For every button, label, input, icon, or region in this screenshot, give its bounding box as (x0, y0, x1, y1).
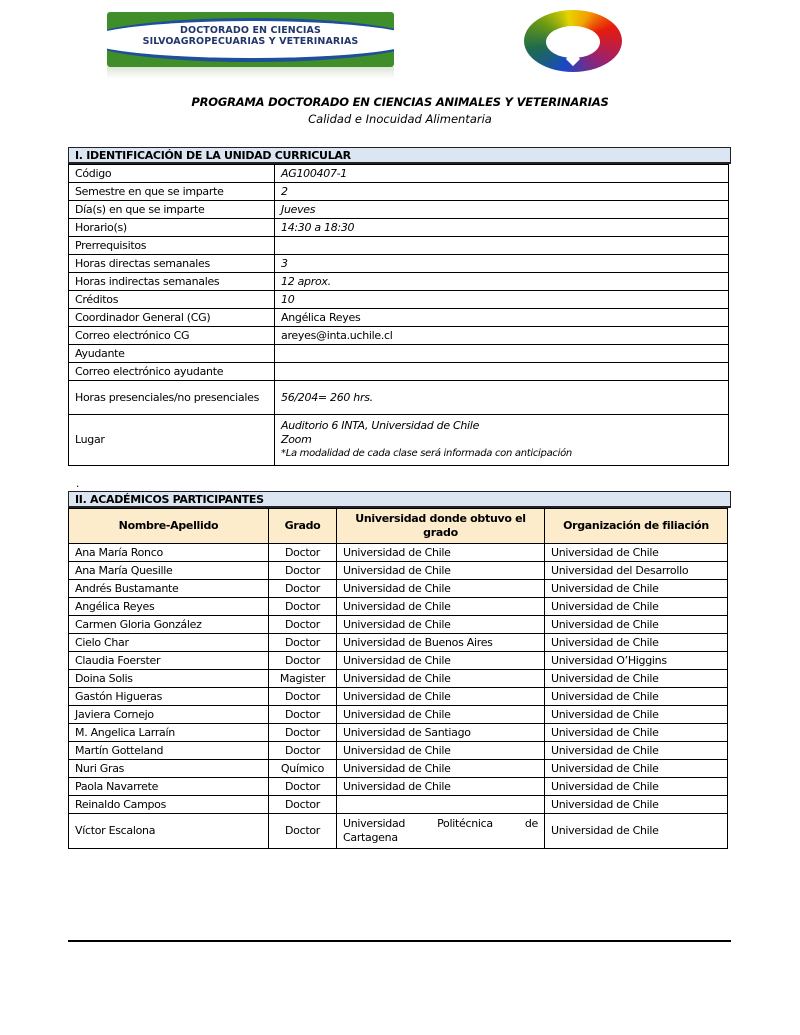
table-row (69, 183, 729, 201)
field-value: Angélica Reyes (275, 309, 729, 327)
cell-name: Ana María Ronco (69, 544, 269, 562)
logo-text (107, 25, 394, 47)
table-row (69, 706, 728, 724)
table-row (69, 688, 728, 706)
table-row (69, 544, 728, 562)
cell-grado: Doctor (269, 742, 337, 760)
table-row (69, 616, 728, 634)
field-label: Correo electrónico CG (69, 327, 275, 345)
cell-organizacion: Universidad de Chile (545, 706, 728, 724)
field-value: 2 (275, 183, 729, 201)
table-row (69, 778, 728, 796)
table-row (69, 309, 729, 327)
table-row (69, 219, 729, 237)
cell-universidad: Universidad de Chile (337, 562, 545, 580)
cell-organizacion: Universidad de Chile (545, 580, 728, 598)
cell-grado: Doctor (269, 814, 337, 849)
field-label: Lugar (69, 415, 275, 466)
program-title: PROGRAMA DOCTORADO EN CIENCIAS ANIMALES Y VETERINARIAS (191, 95, 609, 109)
table-row (69, 670, 728, 688)
cell-organizacion: Universidad de Chile (545, 814, 728, 849)
field-label: Horas directas semanales (69, 255, 275, 273)
email-value: areyes@inta.uchile.cl (275, 327, 729, 345)
field-label: Horario(s) (69, 219, 275, 237)
field-label: Horas indirectas semanales (69, 273, 275, 291)
column-header-name: Nombre-Apellido (69, 509, 269, 544)
column-header-universidad: Universidad donde obtuvo el grado (337, 509, 545, 544)
cell-universidad: Universidad de Chile (337, 670, 545, 688)
table-row (69, 237, 729, 255)
table-row (69, 724, 728, 742)
cell-universidad: Universidad de Chile (337, 616, 545, 634)
field-value (275, 363, 729, 381)
cell-universidad: Universidad de Chile (337, 652, 545, 670)
cell-universidad: Universidad de Chile (337, 760, 545, 778)
cell-organizacion: Universidad de Chile (545, 778, 728, 796)
field-label: Correo electrónico ayudante (69, 363, 275, 381)
cell-organizacion: Universidad de Chile (545, 598, 728, 616)
doctorado-logo (107, 12, 394, 67)
table-row (69, 201, 729, 219)
cell-grado: Doctor (269, 634, 337, 652)
cell-name: Gastón Higueras (69, 688, 269, 706)
table-row (69, 363, 729, 381)
footer-divider (68, 940, 731, 942)
field-label: Horas presenciales/no presenciales (69, 381, 275, 415)
field-value: 56/204= 260 hrs. (275, 381, 729, 415)
cell-name: Carmen Gloria González (69, 616, 269, 634)
cell-universidad: Universidad de Buenos Aires (337, 634, 545, 652)
field-value: 12 aprox. (275, 273, 729, 291)
rainbow-speech-bubble-logo-icon (524, 10, 622, 72)
cell-grado: Doctor (269, 724, 337, 742)
table-row (69, 327, 729, 345)
cell-universidad: Universidad de Chile (337, 706, 545, 724)
field-label: Semestre en que se imparte (69, 183, 275, 201)
cell-name: Víctor Escalona (69, 814, 269, 849)
lugar-line1: Auditorio 6 INTA, Universidad de Chile (281, 419, 480, 432)
cell-name: Nuri Gras (69, 760, 269, 778)
identification-table (68, 164, 729, 466)
cell-name: Martín Gotteland (69, 742, 269, 760)
table-row (69, 415, 729, 466)
table-row (69, 742, 728, 760)
cell-grado: Magister (269, 670, 337, 688)
logo-reflection (107, 67, 394, 79)
cell-universidad: Universidad de Chile (337, 688, 545, 706)
cell-organizacion: Universidad de Chile (545, 742, 728, 760)
field-label: Día(s) en que se imparte (69, 201, 275, 219)
logo-text-line2: SILVOAGROPECUARIAS Y VETERINARIAS (142, 36, 359, 47)
program-subtitle: Calidad e Inocuidad Alimentaria (308, 112, 492, 126)
table-row (69, 165, 729, 183)
cell-organizacion: Universidad O’Higgins (545, 652, 728, 670)
field-value: 10 (275, 291, 729, 309)
cell-organizacion: Universidad de Chile (545, 670, 728, 688)
cell-name: Doina Solis (69, 670, 269, 688)
cell-grado: Doctor (269, 652, 337, 670)
cell-universidad: Universidad Politécnica de Cartagena (337, 814, 545, 849)
cell-grado: Doctor (269, 580, 337, 598)
cell-organizacion: Universidad de Chile (545, 796, 728, 814)
separator-dot: . (76, 476, 80, 490)
table-row (69, 273, 729, 291)
academics-table (68, 508, 728, 849)
cell-grado: Doctor (269, 706, 337, 724)
table-row (69, 760, 728, 778)
section1-heading: I. IDENTIFICACIÓN DE LA UNIDAD CURRICULAR (68, 147, 731, 164)
table-row (69, 796, 728, 814)
column-header-organizacion: Organización de filiación (545, 509, 728, 544)
cell-name: Andrés Bustamante (69, 580, 269, 598)
cell-grado: Doctor (269, 688, 337, 706)
cell-name: Reinaldo Campos (69, 796, 269, 814)
field-label: Prerrequisitos (69, 237, 275, 255)
field-label: Código (69, 165, 275, 183)
cell-grado: Doctor (269, 616, 337, 634)
cell-universidad: Universidad de Chile (337, 742, 545, 760)
section2-heading: II. ACADÉMICOS PARTICIPANTES (68, 491, 731, 508)
field-label: Ayudante (69, 345, 275, 363)
table-row (69, 652, 728, 670)
cell-organizacion: Universidad de Chile (545, 760, 728, 778)
cell-universidad: Universidad de Chile (337, 598, 545, 616)
cell-name: Claudia Foerster (69, 652, 269, 670)
field-label: Créditos (69, 291, 275, 309)
cell-organizacion: Universidad de Chile (545, 616, 728, 634)
cell-universidad: Universidad de Chile (337, 544, 545, 562)
cell-name: Angélica Reyes (69, 598, 269, 616)
table-row (69, 598, 728, 616)
cell-grado: Doctor (269, 598, 337, 616)
cell-name: Ana María Quesille (69, 562, 269, 580)
cell-grado: Doctor (269, 778, 337, 796)
table-row (69, 580, 728, 598)
field-value: Jueves (275, 201, 729, 219)
table-row (69, 345, 729, 363)
cell-universidad: Universidad de Santiago (337, 724, 545, 742)
column-header-grado: Grado (269, 509, 337, 544)
table-row (69, 562, 728, 580)
cell-name: Javiera Cornejo (69, 706, 269, 724)
cell-grado: Doctor (269, 544, 337, 562)
cell-name: M. Angelica Larraín (69, 724, 269, 742)
field-label: Coordinador General (CG) (69, 309, 275, 327)
cell-universidad: Universidad de Chile (337, 580, 545, 598)
cell-universidad: Universidad de Chile (337, 778, 545, 796)
cell-name: Cielo Char (69, 634, 269, 652)
field-value (275, 345, 729, 363)
field-value: 3 (275, 255, 729, 273)
field-value: AG100407-1 (275, 165, 729, 183)
field-value: 14:30 a 18:30 (275, 219, 729, 237)
table-row (69, 381, 729, 415)
lugar-note: *La modalidad de cada clase será informada con anticipación (281, 448, 572, 459)
cell-grado: Químico (269, 760, 337, 778)
cell-grado: Doctor (269, 796, 337, 814)
cell-organizacion: Universidad de Chile (545, 634, 728, 652)
lugar-line2: Zoom (281, 433, 312, 446)
field-value (275, 415, 729, 466)
cell-name: Paola Navarrete (69, 778, 269, 796)
table-row (69, 814, 728, 849)
cell-universidad (337, 796, 545, 814)
table-header-row (69, 509, 728, 544)
table-row (69, 634, 728, 652)
logo-text-line1: DOCTORADO EN CIENCIAS (180, 25, 321, 36)
cell-organizacion: Universidad de Chile (545, 724, 728, 742)
cell-organizacion: Universidad de Chile (545, 544, 728, 562)
cell-grado: Doctor (269, 562, 337, 580)
cell-organizacion: Universidad de Chile (545, 688, 728, 706)
field-value (275, 237, 729, 255)
cell-organizacion: Universidad del Desarrollo (545, 562, 728, 580)
table-row (69, 291, 729, 309)
table-row (69, 255, 729, 273)
